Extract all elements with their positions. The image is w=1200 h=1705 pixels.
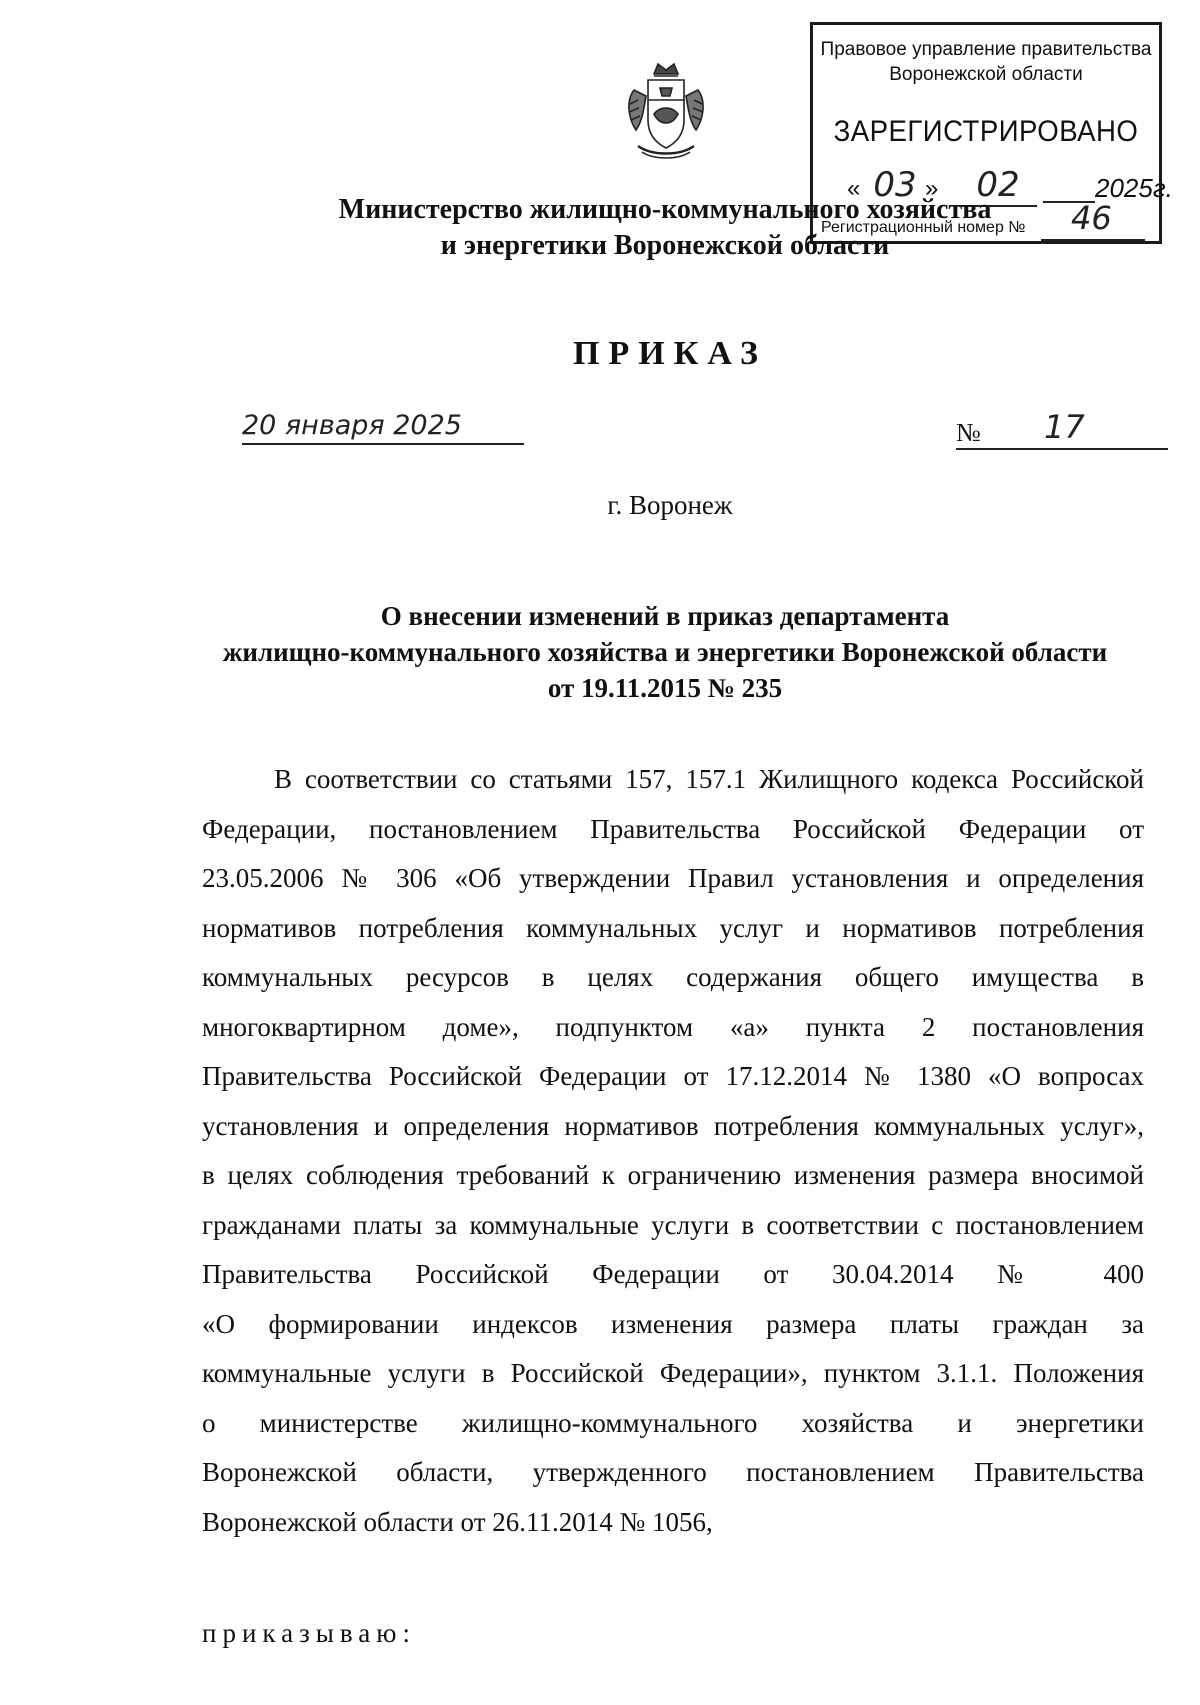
order-title: ПРИКАЗ (573, 335, 767, 372)
ministry-line2: и энергетики Воронежской области (440, 230, 890, 261)
body-line: «О формировании индексов изменения размера платы граждан за (202, 1308, 1144, 1339)
number-sign: № (956, 418, 981, 447)
ministry-name (0, 192, 1200, 264)
body-line: о министерстве жилищно-коммунального хозяйства и энергетики (202, 1407, 1144, 1438)
city: г. Воронеж (607, 490, 733, 520)
stamp-org-line2: Воронежской области (889, 64, 1083, 85)
body-line: многоквартирном доме», подпунктом «а» пункта 2 постановления (202, 1011, 1144, 1042)
subject-line2: жилищно-коммунального хозяйства и энергетики Воронежской области (222, 637, 1108, 667)
order-date-handwritten: 20 января 2025 (242, 410, 524, 445)
ministry-line1: Министерство жилищно-коммунального хозяйства (338, 194, 992, 225)
coat-of-arms-icon (624, 60, 708, 164)
body-line: Правительства Российской Федерации от 30.04.2014 № 400 (202, 1259, 1144, 1289)
order-number-field (956, 408, 1168, 450)
order-number: 17 (1044, 408, 1085, 446)
subject-line3: от 19.11.2015 № 235 (547, 673, 783, 703)
stamp-org-line1: Правовое управление правительства (820, 39, 1152, 60)
stamp-close-quote: » (925, 175, 939, 202)
stamp-reg-label: Регистрационный номер № (821, 219, 1026, 236)
body-line: нормативов потребления коммунальных услуг и нормативов потребления (202, 912, 1144, 943)
body-line: коммунальные услуги в Российской Федерации», пунктом 3.1.1. Положения (202, 1358, 1144, 1388)
stamp-reg-number: 46 (1071, 199, 1112, 237)
body-line: Федерации, постановлением Правительства Российской Федерации от (202, 813, 1144, 844)
body-line: Воронежской области, утвержденного постановлением Правительства (202, 1457, 1144, 1487)
body-line: коммунальных ресурсов в целях содержания общего имущества в (202, 962, 1144, 992)
stamp-title: ЗАРЕГИСТРИРОВАНО (833, 115, 1139, 148)
subject-line1: О внесении изменений в приказ департамента (380, 601, 950, 631)
body-line: 23.05.2006 № 306 «Об утверждении Правил установления и определения (202, 863, 1144, 893)
body-line: В соответствии со статьями 157, 157.1 Жилищного кодекса Российской (274, 764, 1144, 794)
order-subject (160, 598, 1170, 706)
body-line: установления и определения нормативов потребления коммунальных услуг», (202, 1110, 1144, 1141)
stamp-organization (813, 37, 1159, 87)
stamp-year: 2025г. (1095, 173, 1173, 203)
body-line: Воронежской области от 26.11.2014 № 1056, (202, 1506, 713, 1537)
body-line: гражданами платы за коммунальные услуги в соответствии с постановлением (202, 1209, 1144, 1240)
body-line: Правительства Российской Федерации от 17.12.2014 № 1380 «О вопросах (202, 1061, 1144, 1091)
order-body (202, 755, 1144, 1547)
stamp-month: 02 (959, 165, 1037, 207)
stamp-open-quote: « (847, 175, 861, 202)
body-line: в целях соблюдения требований к ограничению изменения размера вносимой (202, 1160, 1144, 1190)
stamp-day: 03 (873, 165, 917, 205)
order-word: приказываю: (202, 1618, 416, 1648)
